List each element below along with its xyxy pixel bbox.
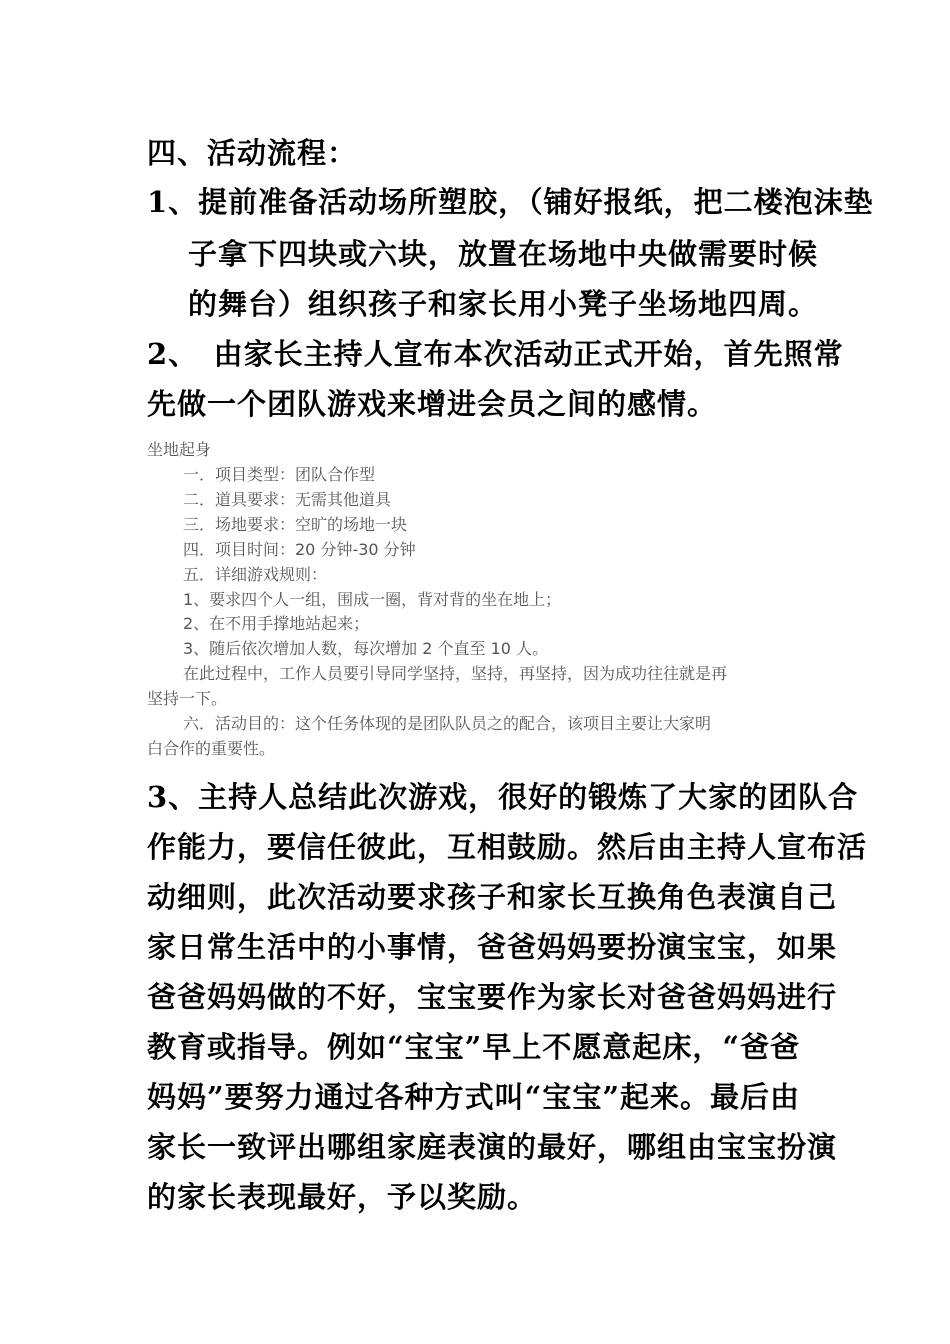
game-rule-3: 3、随后依次增加人数，每次增加 2 个直至 10 人。: [183, 639, 549, 658]
step3-line: 爸爸妈妈做的不好，宝宝要作为家长对爸爸妈妈进行: [147, 980, 838, 1014]
game-rule-1: 1、要求四个人一组，围成一圈，背对背的坐在地上；: [183, 590, 562, 609]
step3-line: 家日常生活中的小事情，爸爸妈妈要扮演宝宝，如果: [147, 930, 838, 964]
step1-line-3: 的舞台）组织孩子和家长用小凳子坐场地四周。: [188, 287, 819, 321]
step3-line: 妈妈”要努力通过各种方式叫“宝宝”起来。最后由: [147, 1080, 801, 1114]
step3-line: 动细则，此次活动要求孩子和家长互换角色表演自己: [147, 880, 838, 914]
game-process-note-continued: 坚持一下。: [147, 689, 228, 708]
step3-line: 作能力，要信任彼此，互相鼓励。然后由主持人宣布活: [147, 830, 868, 864]
game-item-venue: 三．场地要求：空旷的场地一块: [183, 515, 408, 534]
section-heading: 四、活动流程：: [147, 136, 358, 170]
step3-line: 教育或指导。例如“宝宝”早上不愿意起床，“爸爸: [147, 1030, 801, 1064]
step3-line: 3、主持人总结此次游戏，很好的锻炼了大家的团队合: [147, 780, 859, 814]
game-rule-2: 2、在不用手撑地站起来；: [183, 614, 370, 633]
game-item-props: 二．道具要求：无需其他道具: [183, 490, 392, 509]
step3-line: 的家长表现最好，予以奖励。: [147, 1180, 538, 1214]
step1-line-2: 子拿下四块或六块，放置在场地中央做需要时候: [188, 237, 819, 271]
game-item-time: 四．项目时间：20 分钟-30 分钟: [183, 540, 416, 559]
game-item-type: 一．项目类型：团队合作型: [183, 465, 376, 484]
game-title: 坐地起身: [147, 440, 212, 459]
game-item-rules-heading: 五．详细游戏规则：: [183, 565, 328, 584]
step3-line: 家长一致评出哪组家庭表演的最好，哪组由宝宝扮演: [147, 1130, 838, 1164]
step3-paragraph: [147, 772, 868, 1222]
step2-line-1: 2、 由家长主持人宣布本次活动正式开始，首先照常: [147, 337, 844, 371]
game-purpose-line-1: 六．活动目的：这个任务体现的是团队队员之的配合，该项目主要让大家明: [183, 714, 712, 733]
step1-line-1: 1、提前准备活动场所塑胶，（铺好报纸，把二楼泡沫垫: [147, 185, 874, 219]
game-purpose-line-2: 白合作的重要性。: [147, 739, 276, 758]
step2-line-2: 先做一个团队游戏来增进会员之间的感情。: [147, 387, 718, 421]
game-process-note: 在此过程中，工作人员要引导同学坚持，坚持，再坚持，因为成功往往就是再: [183, 664, 728, 683]
